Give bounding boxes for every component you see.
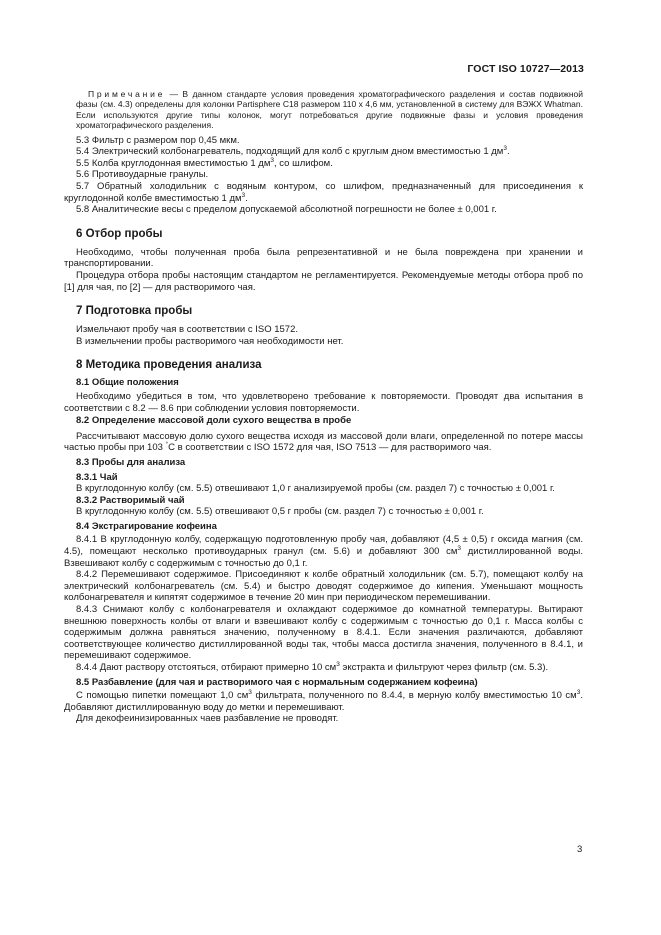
subsection-8-4-4-text: 8.4.4 Дают раствору отстояться, отбирают примерно 10 $см^3$ экстракта и фильтруют через фильтр (см. 5.3). (76, 661, 549, 673)
section-8-title: 8 Методика проведения анализа (76, 359, 262, 372)
subsection-8-4-2-text: 8.4.2 Перемешивают содержимое. Присоединяют к колбе обратный холодильник (см. 5.7), помещают колбу на электрический колбонагреватель (см. 5.4) и быстро доводят содержимое до кипения. Уменьшают мощность колбонагревателя и кипятят содержимое в течение 20 мин при периодическом перемешивании. (64, 569, 583, 604)
subsection-8-3-2-title: 8.3.2 Растворимый чай (76, 494, 185, 506)
subsection-8-1-title: 8.1 Общие положения (76, 377, 179, 389)
item-5-6: 5.6 Противоударные гранулы. (76, 169, 209, 181)
item-5-7: 5.7 Обратный холодильник с водяным контуром, со шлифом, предназначенный для присоединения к круглодонной колбе вместимостью 1 $дм^3$. (64, 181, 583, 204)
item-5-8: 5.8 Аналитические весы с пределом допускаемой абсолютной погрешности не более ± 0,001 г. (76, 204, 497, 216)
subsection-8-4-1-text: 8.4.1 В круглодонную колбу, содержащую подготовленную пробу чая, добавляют (4,5 ± 0,5) г оксида магния (см. 4.5), помещают несколько противоударных гранул (см. 5.6) и добавляют 300 $см^3$ дистиллированной воды. Взвешивают колбу с содержимым с точностью до 0,1 г. (64, 534, 583, 569)
subsection-8-2-text: Рассчитывают массовую долю сухого вещества исходя из массовой доли влаги, определенной по потере массы частью пробы при 103 °С в соответствии с ISO 1572 для чая, ISO 7513 — для растворимого чая. (64, 430, 583, 454)
subsection-8-3-1-text: В круглодонную колбу (см. 5.5) отвешивают 1,0 г анализируемой пробы (см. раздел 7) с точностью ± 0,001 г. (76, 483, 555, 495)
subsection-8-2-title: 8.2 Определение массовой доли сухого вещества в пробе (76, 415, 352, 427)
item-5-3: 5.3 Фильтр с размером пор 0,45 мкм. (76, 134, 240, 146)
section-7-title: 7 Подготовка пробы (76, 305, 193, 318)
section-7-p1: Измельчают пробу чая в соответствии с ISO 1572. (76, 324, 299, 336)
note-text: — В данном стандарте условия проведения хроматографического разделения и состав подвижной фазы (см. 4.3) определены для колонки Partisphere C18 размером 110 x 4,6 мм, установленной в систему для ВЭЖХ Whatman. Если используются другие типы колонок, могут потребоваться другие подвижные фазы и условия проведения хроматографического разделения. (76, 89, 583, 131)
subsection-8-4-title: 8.4 Экстрагирование кофеина (76, 520, 217, 532)
section-6-title: 6 Отбор пробы (76, 227, 163, 240)
page-content (64, 89, 583, 725)
subsection-8-3-2-text: В круглодонную колбу (см. 5.5) отвешивают 0,5 г пробы (см. раздел 7) с точностью ± 0,001 г. (76, 506, 484, 518)
item-5-5: 5.5 Колба круглодонная вместимостью 1 $дм^3$, со шлифом. (76, 156, 333, 169)
subsection-8-5-title: 8.5 Разбавление (для чая и растворимого чая с нормальным содержанием кофеина) (76, 676, 478, 688)
subsection-8-5-text: С помощью пипетки помещают 1,0 $см^3$ фильтрата, полученного по 8.4.4, в мерную колбу вместимостью 10 $см^3$. Добавляют дистиллированную воду до метки и перемешивают. (64, 689, 583, 713)
note-paragraph (76, 89, 583, 131)
subsection-8-1-text: Необходимо убедиться в том, что удовлетворено требование к повторяемости. Проводят два испытания в соответствии с 8.2 — 8.6 при соблюдении условия повторяемости. (64, 390, 583, 414)
note-label: Примечание (88, 89, 166, 99)
section-6-p2: Процедура отбора пробы настоящим стандартом не регламентируется. Рекомендуемые методы отбора проб по [1] для чая, по [2] — для растворимого чая. (64, 269, 583, 293)
subsection-8-3-1-title: 8.3.1 Чай (76, 471, 118, 483)
subsection-8-3-title: 8.3 Пробы для анализа (76, 456, 186, 468)
page-number: 3 (577, 844, 583, 855)
subsection-8-5-text-2: Для декофеинизированных чаев разбавление не проводят. (76, 713, 339, 725)
section-7-p2: В измельчении пробы растворимого чая необходимости нет. (76, 335, 344, 347)
document-header: ГОСТ ISO 10727—2013 (467, 63, 584, 75)
section-6-p1: Необходимо, чтобы полученная проба была репрезентативной и не была повреждена при хранении и транспортировании. (64, 246, 583, 270)
item-5-4: 5.4 Электрический колбонагреватель, подходящий для колб с круглым дном вместимостью 1 $дм^3$. (76, 145, 510, 158)
subsection-8-4-3-text: 8.4.3 Снимают колбу с колбонагревателя и охлаждают содержимое до комнатной температуры. Вытирают внешнюю поверхность колбы от влаги и взвешивают колбу с содержимым с точностью до 0,1 г. Масса колбы с содержимым должна равняться значению, полученному в 8.4.1. Если значения различаются, добавляют соответствующее количество дистиллированной воды так, чтобы масса достигла значения, полученного в 8.4.1, и перемешивают содержимое. (64, 604, 583, 662)
